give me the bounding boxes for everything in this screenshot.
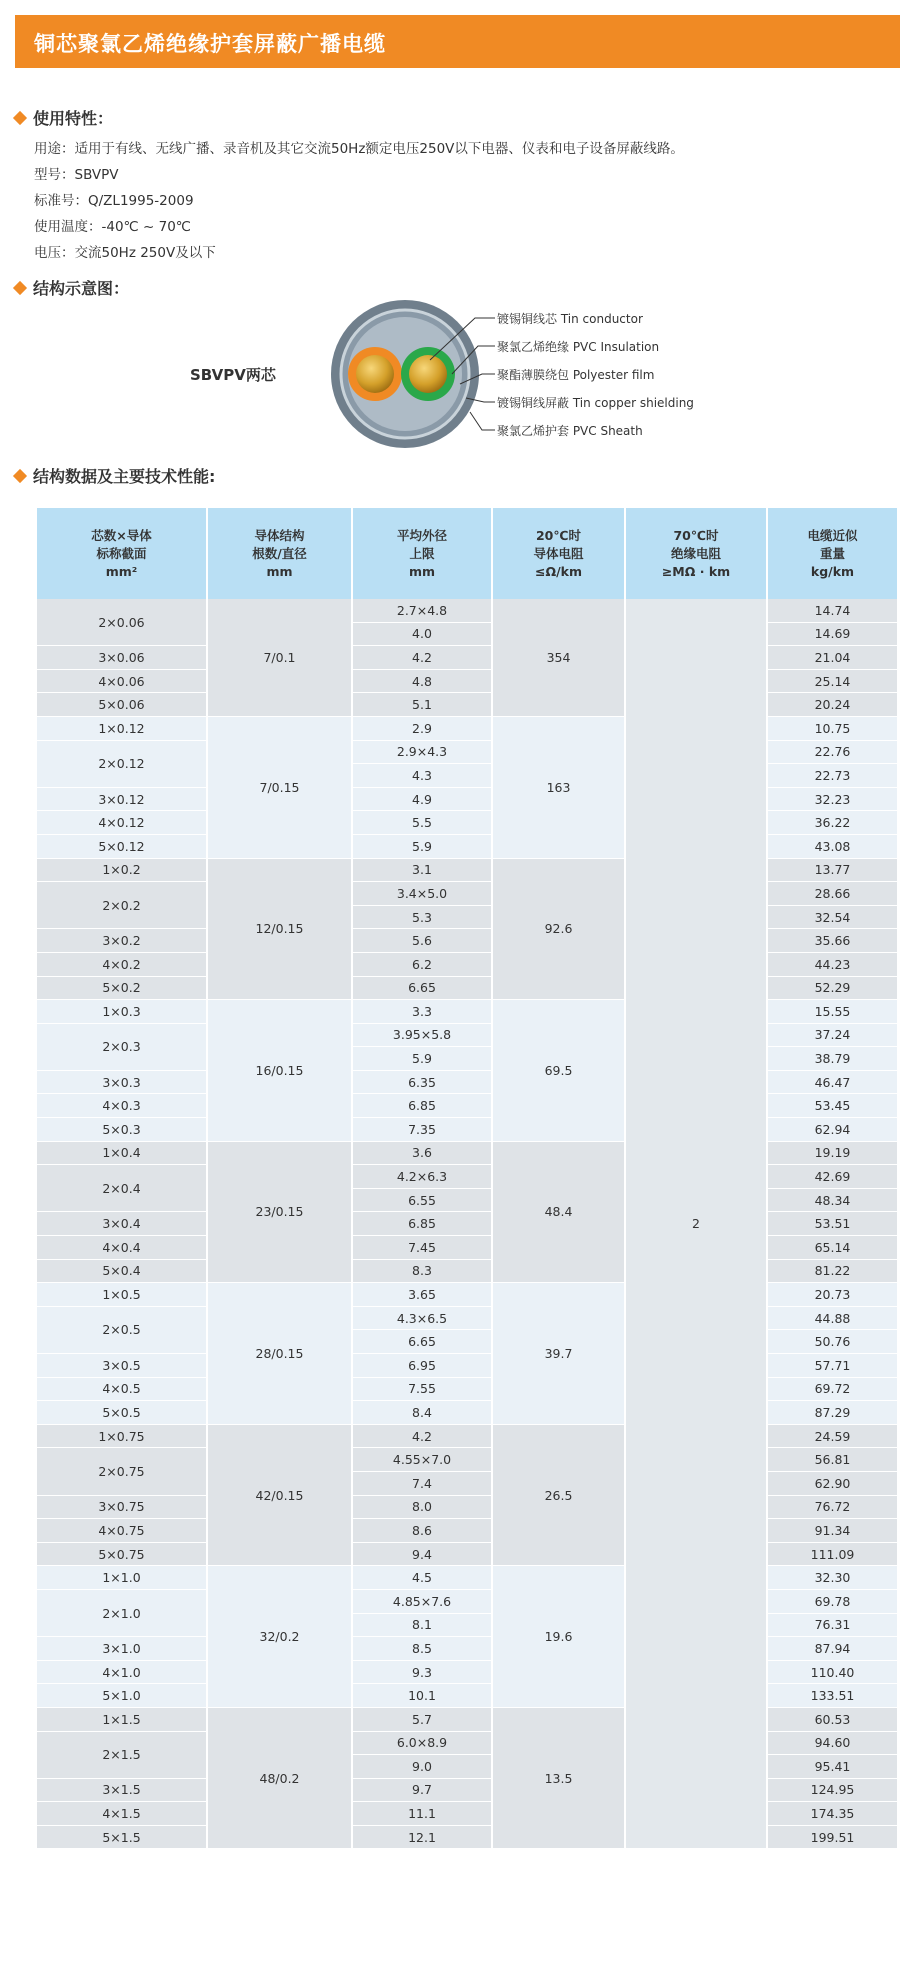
cell-weight: 14.69 xyxy=(767,622,898,646)
cell-outer-diameter: 4.2 xyxy=(352,646,492,670)
cell-conductor-resistance: 354 xyxy=(492,599,625,716)
cell-weight: 22.76 xyxy=(767,740,898,764)
cell-spec: 4×0.06 xyxy=(37,669,207,693)
cell-spec: 3×0.3 xyxy=(37,1070,207,1094)
table-row xyxy=(37,1589,898,1613)
cell-weight: 62.90 xyxy=(767,1471,898,1495)
cell-spec: 5×0.06 xyxy=(37,693,207,717)
cell-weight: 48.34 xyxy=(767,1188,898,1212)
table-row xyxy=(37,952,898,976)
table-row xyxy=(37,811,898,835)
cell-outer-diameter: 8.0 xyxy=(352,1495,492,1519)
cell-spec: 5×0.2 xyxy=(37,976,207,1000)
cell-spec: 3×1.0 xyxy=(37,1637,207,1661)
cell-outer-diameter: 10.1 xyxy=(352,1684,492,1708)
property-usage: 用途：适用于有线、无线广播、录音机及其它交流50Hz额定电压250V以下电器、仪表和电子设备屏蔽线路。 xyxy=(34,141,684,157)
label-pvc-insulation: 聚氯乙烯绝缘 PVC Insulation xyxy=(497,340,660,354)
section-usage-label: 使用特性： xyxy=(33,109,114,128)
cell-outer-diameter: 7.55 xyxy=(352,1377,492,1401)
table-row xyxy=(37,740,898,764)
cell-weight: 37.24 xyxy=(767,1023,898,1047)
property-standard: 标准号：Q/ZL1995-2009 xyxy=(34,193,194,209)
cell-spec: 5×0.5 xyxy=(37,1401,207,1425)
cell-weight: 10.75 xyxy=(767,716,898,740)
cell-spec: 4×1.5 xyxy=(37,1802,207,1826)
cell-spec: 1×0.75 xyxy=(37,1424,207,1448)
conductor-b-shape xyxy=(409,355,447,393)
table-row xyxy=(37,1448,898,1472)
header-spec: 芯数×导体 标称截面 mm² xyxy=(37,508,207,599)
table-row xyxy=(37,1707,898,1731)
cell-weight: 19.19 xyxy=(767,1141,898,1165)
cell-weight: 38.79 xyxy=(767,1047,898,1071)
cell-structure: 42/0.15 xyxy=(207,1424,352,1566)
cell-spec: 2×0.06 xyxy=(37,599,207,646)
cell-structure: 48/0.2 xyxy=(207,1707,352,1849)
cell-weight: 46.47 xyxy=(767,1070,898,1094)
cell-outer-diameter: 6.85 xyxy=(352,1094,492,1118)
cell-spec: 5×0.4 xyxy=(37,1259,207,1283)
cell-weight: 28.66 xyxy=(767,882,898,906)
cell-weight: 81.22 xyxy=(767,1259,898,1283)
table-row xyxy=(37,1141,898,1165)
cell-conductor-resistance: 48.4 xyxy=(492,1141,625,1283)
cell-weight: 62.94 xyxy=(767,1118,898,1142)
cell-outer-diameter: 4.9 xyxy=(352,787,492,811)
cell-structure: 7/0.1 xyxy=(207,599,352,716)
cell-structure: 32/0.2 xyxy=(207,1566,352,1708)
cell-weight: 22.73 xyxy=(767,764,898,788)
cell-weight: 91.34 xyxy=(767,1519,898,1543)
table-row xyxy=(37,716,898,740)
cell-spec: 1×0.3 xyxy=(37,1000,207,1024)
cell-outer-diameter: 4.8 xyxy=(352,669,492,693)
cell-spec: 1×0.12 xyxy=(37,716,207,740)
section-heading-data xyxy=(15,464,215,487)
table-row xyxy=(37,1495,898,1519)
cell-outer-diameter: 4.55×7.0 xyxy=(352,1448,492,1472)
cell-insulation-resistance: 2 xyxy=(625,599,767,1849)
cell-outer-diameter: 6.0×8.9 xyxy=(352,1731,492,1755)
cell-spec: 4×0.3 xyxy=(37,1094,207,1118)
cell-spec: 2×0.3 xyxy=(37,1023,207,1070)
table-row xyxy=(37,1000,898,1024)
cell-outer-diameter: 9.3 xyxy=(352,1660,492,1684)
diamond-bullet-icon xyxy=(13,111,27,125)
cell-structure: 16/0.15 xyxy=(207,1000,352,1142)
structure-diagram xyxy=(0,300,915,460)
cell-weight: 199.51 xyxy=(767,1825,898,1849)
cell-weight: 95.41 xyxy=(767,1755,898,1779)
table-row xyxy=(37,1212,898,1236)
cell-weight: 124.95 xyxy=(767,1778,898,1802)
table-row xyxy=(37,976,898,1000)
cell-outer-diameter: 4.85×7.6 xyxy=(352,1589,492,1613)
cell-outer-diameter: 6.85 xyxy=(352,1212,492,1236)
cell-conductor-resistance: 69.5 xyxy=(492,1000,625,1142)
page-title: 铜芯聚氯乙烯绝缘护套屏蔽广播电缆 xyxy=(34,32,386,56)
table-row xyxy=(37,858,898,882)
cell-spec: 2×0.4 xyxy=(37,1165,207,1212)
cell-weight: 32.54 xyxy=(767,905,898,929)
property-model: 型号：SBVPV xyxy=(34,167,119,183)
cell-weight: 42.69 xyxy=(767,1165,898,1189)
table-row xyxy=(37,599,898,622)
cell-weight: 20.73 xyxy=(767,1283,898,1307)
section-heading-usage xyxy=(15,106,113,129)
table-row xyxy=(37,1354,898,1378)
table-row xyxy=(37,1165,898,1189)
cell-weight: 87.94 xyxy=(767,1637,898,1661)
property-voltage: 电压：交流50Hz 250V及以下 xyxy=(34,245,216,261)
property-temperature: 使用温度：-40℃ ~ 70℃ xyxy=(34,219,191,235)
diamond-bullet-icon xyxy=(13,469,27,483)
cell-spec: 5×1.5 xyxy=(37,1825,207,1849)
table-body xyxy=(37,599,898,1849)
table-row xyxy=(37,1731,898,1755)
table-header-row xyxy=(37,508,898,599)
table-row xyxy=(37,646,898,670)
cell-outer-diameter: 3.65 xyxy=(352,1283,492,1307)
cell-outer-diameter: 6.65 xyxy=(352,976,492,1000)
cell-spec: 1×0.2 xyxy=(37,858,207,882)
cell-outer-diameter: 3.6 xyxy=(352,1141,492,1165)
cell-weight: 35.66 xyxy=(767,929,898,953)
cell-weight: 14.74 xyxy=(767,599,898,622)
cell-spec: 3×0.5 xyxy=(37,1354,207,1378)
label-tin-copper-shielding: 镀锡铜线屏蔽 Tin copper shielding xyxy=(497,396,694,410)
table-row xyxy=(37,669,898,693)
cell-outer-diameter: 6.35 xyxy=(352,1070,492,1094)
cell-outer-diameter: 8.6 xyxy=(352,1519,492,1543)
cell-outer-diameter: 3.95×5.8 xyxy=(352,1023,492,1047)
cell-weight: 69.72 xyxy=(767,1377,898,1401)
cell-spec: 1×1.5 xyxy=(37,1707,207,1731)
cell-structure: 28/0.15 xyxy=(207,1283,352,1425)
cell-spec: 1×1.0 xyxy=(37,1566,207,1590)
label-polyester-film: 聚酯薄膜绕包 Polyester film xyxy=(497,368,655,382)
cell-weight: 65.14 xyxy=(767,1236,898,1260)
properties-list xyxy=(34,136,684,266)
table-row xyxy=(37,1118,898,1142)
table-row xyxy=(37,929,898,953)
cell-outer-diameter: 4.5 xyxy=(352,1566,492,1590)
cell-weight: 111.09 xyxy=(767,1542,898,1566)
cell-outer-diameter: 2.9 xyxy=(352,716,492,740)
cell-outer-diameter: 3.4×5.0 xyxy=(352,882,492,906)
cell-weight: 15.55 xyxy=(767,1000,898,1024)
table-row xyxy=(37,834,898,858)
cell-spec: 2×1.0 xyxy=(37,1589,207,1636)
cell-outer-diameter: 4.3 xyxy=(352,764,492,788)
cell-weight: 87.29 xyxy=(767,1401,898,1425)
cell-outer-diameter: 3.1 xyxy=(352,858,492,882)
cell-spec: 3×1.5 xyxy=(37,1778,207,1802)
cell-structure: 7/0.15 xyxy=(207,716,352,858)
table-row xyxy=(37,1306,898,1330)
label-pvc-sheath: 聚氯乙烯护套 PVC Sheath xyxy=(497,424,643,438)
cell-outer-diameter: 9.7 xyxy=(352,1778,492,1802)
cell-spec: 2×0.2 xyxy=(37,882,207,929)
cell-weight: 60.53 xyxy=(767,1707,898,1731)
title-banner xyxy=(15,15,900,68)
spec-table xyxy=(37,508,899,1849)
cell-weight: 53.45 xyxy=(767,1094,898,1118)
table-row xyxy=(37,1825,898,1849)
header-outer-diameter: 平均外径 上限 mm xyxy=(352,508,492,599)
cell-conductor-resistance: 13.5 xyxy=(492,1707,625,1849)
cell-outer-diameter: 4.2 xyxy=(352,1424,492,1448)
cell-spec: 3×0.75 xyxy=(37,1495,207,1519)
cell-outer-diameter: 5.5 xyxy=(352,811,492,835)
cell-conductor-resistance: 163 xyxy=(492,716,625,858)
cell-spec: 5×0.3 xyxy=(37,1118,207,1142)
cell-spec: 4×0.4 xyxy=(37,1236,207,1260)
cell-spec: 4×0.75 xyxy=(37,1519,207,1543)
cell-weight: 44.23 xyxy=(767,952,898,976)
table-row xyxy=(37,1802,898,1826)
cell-weight: 76.72 xyxy=(767,1495,898,1519)
cell-spec: 3×0.4 xyxy=(37,1212,207,1236)
cell-outer-diameter: 4.3×6.5 xyxy=(352,1306,492,1330)
cell-weight: 76.31 xyxy=(767,1613,898,1637)
table-row xyxy=(37,1566,898,1590)
cell-weight: 36.22 xyxy=(767,811,898,835)
header-conductor-resistance: 20℃时 导体电阻 ≤Ω/km xyxy=(492,508,625,599)
cell-outer-diameter: 7.35 xyxy=(352,1118,492,1142)
table-row xyxy=(37,1023,898,1047)
cell-weight: 32.23 xyxy=(767,787,898,811)
cell-spec: 2×0.12 xyxy=(37,740,207,787)
cell-outer-diameter: 11.1 xyxy=(352,1802,492,1826)
cell-weight: 52.29 xyxy=(767,976,898,1000)
cell-spec: 3×0.06 xyxy=(37,646,207,670)
table-row xyxy=(37,1542,898,1566)
diamond-bullet-icon xyxy=(13,281,27,295)
cell-spec: 1×0.4 xyxy=(37,1141,207,1165)
cell-spec: 5×0.75 xyxy=(37,1542,207,1566)
cell-outer-diameter: 8.4 xyxy=(352,1401,492,1425)
header-structure: 导体结构 根数/直径 mm xyxy=(207,508,352,599)
cell-weight: 110.40 xyxy=(767,1660,898,1684)
cell-outer-diameter: 6.55 xyxy=(352,1188,492,1212)
table-row xyxy=(37,1424,898,1448)
table-row xyxy=(37,1259,898,1283)
cell-outer-diameter: 6.2 xyxy=(352,952,492,976)
cell-spec: 4×0.2 xyxy=(37,952,207,976)
label-tin-conductor: 镀锡铜线芯 Tin conductor xyxy=(497,312,643,326)
cell-weight: 133.51 xyxy=(767,1684,898,1708)
cell-outer-diameter: 8.5 xyxy=(352,1637,492,1661)
table-row xyxy=(37,1236,898,1260)
cell-outer-diameter: 7.4 xyxy=(352,1471,492,1495)
cell-weight: 56.81 xyxy=(767,1448,898,1472)
table-row xyxy=(37,1283,898,1307)
cell-weight: 13.77 xyxy=(767,858,898,882)
cell-weight: 174.35 xyxy=(767,1802,898,1826)
header-weight: 电缆近似 重量 kg/km xyxy=(767,508,898,599)
cell-outer-diameter: 8.1 xyxy=(352,1613,492,1637)
cell-structure: 23/0.15 xyxy=(207,1141,352,1283)
leader-line xyxy=(470,412,495,430)
cell-conductor-resistance: 26.5 xyxy=(492,1424,625,1566)
cell-weight: 69.78 xyxy=(767,1589,898,1613)
table-row xyxy=(37,1637,898,1661)
cell-outer-diameter: 5.6 xyxy=(352,929,492,953)
table-row xyxy=(37,882,898,906)
cell-weight: 94.60 xyxy=(767,1731,898,1755)
table-row xyxy=(37,1070,898,1094)
cable-cross-section xyxy=(0,300,915,460)
cell-weight: 21.04 xyxy=(767,646,898,670)
cell-outer-diameter: 4.0 xyxy=(352,622,492,646)
cell-spec: 1×0.5 xyxy=(37,1283,207,1307)
cell-weight: 32.30 xyxy=(767,1566,898,1590)
cell-outer-diameter: 5.7 xyxy=(352,1707,492,1731)
table-row xyxy=(37,693,898,717)
table-row xyxy=(37,1377,898,1401)
cell-outer-diameter: 5.1 xyxy=(352,693,492,717)
cell-structure: 12/0.15 xyxy=(207,858,352,1000)
cell-weight: 44.88 xyxy=(767,1306,898,1330)
cell-spec: 2×0.75 xyxy=(37,1448,207,1495)
cell-spec: 3×0.12 xyxy=(37,787,207,811)
cell-outer-diameter: 6.95 xyxy=(352,1354,492,1378)
cell-spec: 3×0.2 xyxy=(37,929,207,953)
cell-outer-diameter: 7.45 xyxy=(352,1236,492,1260)
cell-spec: 5×1.0 xyxy=(37,1684,207,1708)
section-data-label: 结构数据及主要技术性能: xyxy=(33,467,216,486)
header-insulation-resistance: 70℃时 绝缘电阻 ≥MΩ · km xyxy=(625,508,767,599)
table-row xyxy=(37,1094,898,1118)
cell-outer-diameter: 4.2×6.3 xyxy=(352,1165,492,1189)
cell-outer-diameter: 2.7×4.8 xyxy=(352,599,492,622)
cell-weight: 20.24 xyxy=(767,693,898,717)
cell-conductor-resistance: 39.7 xyxy=(492,1283,625,1425)
cell-outer-diameter: 5.9 xyxy=(352,834,492,858)
cell-spec: 5×0.12 xyxy=(37,834,207,858)
table-row xyxy=(37,1519,898,1543)
cell-spec: 4×1.0 xyxy=(37,1660,207,1684)
table-row xyxy=(37,787,898,811)
cell-outer-diameter: 12.1 xyxy=(352,1825,492,1849)
cell-spec: 2×1.5 xyxy=(37,1731,207,1778)
conductor-a-shape xyxy=(356,355,394,393)
table-row xyxy=(37,1660,898,1684)
cell-weight: 25.14 xyxy=(767,669,898,693)
cell-weight: 53.51 xyxy=(767,1212,898,1236)
cell-weight: 24.59 xyxy=(767,1424,898,1448)
cell-outer-diameter: 9.4 xyxy=(352,1542,492,1566)
cell-outer-diameter: 8.3 xyxy=(352,1259,492,1283)
section-structure-label: 结构示意图： xyxy=(33,279,130,298)
cell-outer-diameter: 5.9 xyxy=(352,1047,492,1071)
cell-weight: 57.71 xyxy=(767,1354,898,1378)
section-heading-structure xyxy=(15,276,129,299)
cell-outer-diameter: 3.3 xyxy=(352,1000,492,1024)
cell-outer-diameter: 6.65 xyxy=(352,1330,492,1354)
cell-spec: 2×0.5 xyxy=(37,1306,207,1353)
cell-conductor-resistance: 92.6 xyxy=(492,858,625,1000)
cell-conductor-resistance: 19.6 xyxy=(492,1566,625,1708)
cell-outer-diameter: 5.3 xyxy=(352,905,492,929)
table-row xyxy=(37,1778,898,1802)
table-row xyxy=(37,1401,898,1425)
cell-outer-diameter: 2.9×4.3 xyxy=(352,740,492,764)
table-row xyxy=(37,1684,898,1708)
cell-spec: 4×0.12 xyxy=(37,811,207,835)
cell-spec: 4×0.5 xyxy=(37,1377,207,1401)
cell-outer-diameter: 9.0 xyxy=(352,1755,492,1779)
cell-weight: 43.08 xyxy=(767,834,898,858)
cell-weight: 50.76 xyxy=(767,1330,898,1354)
diagram-model-label: SBVPV两芯 xyxy=(190,366,276,384)
